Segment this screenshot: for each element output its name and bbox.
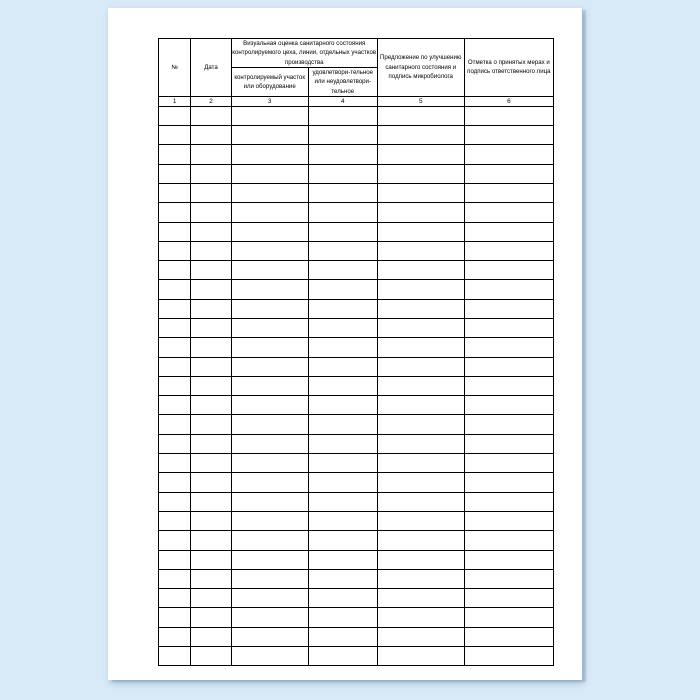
table-cell[interactable] bbox=[464, 126, 553, 145]
table-cell[interactable] bbox=[159, 203, 191, 222]
table-cell[interactable] bbox=[231, 241, 308, 260]
table-cell[interactable] bbox=[308, 434, 377, 453]
table-cell[interactable] bbox=[231, 550, 308, 569]
table-cell[interactable] bbox=[159, 299, 191, 318]
table-cell[interactable] bbox=[231, 126, 308, 145]
table-cell[interactable] bbox=[308, 357, 377, 376]
table-cell[interactable] bbox=[231, 203, 308, 222]
document-page bbox=[108, 8, 582, 680]
table-row[interactable] bbox=[159, 126, 554, 145]
table-cell[interactable] bbox=[191, 126, 231, 145]
table-cell[interactable] bbox=[377, 241, 464, 260]
table-cell[interactable] bbox=[464, 376, 553, 395]
table-row[interactable] bbox=[159, 589, 554, 608]
table-cell[interactable] bbox=[377, 511, 464, 530]
table-cell[interactable] bbox=[231, 492, 308, 511]
table-cell[interactable] bbox=[377, 550, 464, 569]
table-row[interactable] bbox=[159, 569, 554, 588]
table-cell[interactable] bbox=[377, 261, 464, 280]
table-row[interactable] bbox=[159, 531, 554, 550]
table-cell[interactable] bbox=[377, 473, 464, 492]
table-cell[interactable] bbox=[308, 415, 377, 434]
header-cell-date: Дата bbox=[191, 39, 231, 97]
table-cell[interactable] bbox=[191, 415, 231, 434]
table-cell[interactable] bbox=[464, 280, 553, 299]
table-cell[interactable] bbox=[159, 357, 191, 376]
table-row[interactable] bbox=[159, 183, 554, 202]
table-cell[interactable] bbox=[231, 338, 308, 357]
table-cell[interactable] bbox=[308, 627, 377, 646]
table-cell[interactable] bbox=[191, 396, 231, 415]
table-cell[interactable] bbox=[377, 357, 464, 376]
table-cell[interactable] bbox=[159, 261, 191, 280]
table-cell[interactable] bbox=[377, 647, 464, 666]
table-row[interactable] bbox=[159, 434, 554, 453]
table-cell[interactable] bbox=[231, 319, 308, 338]
table-cell[interactable] bbox=[191, 338, 231, 357]
table-cell[interactable] bbox=[159, 434, 191, 453]
table-cell[interactable] bbox=[191, 357, 231, 376]
table-cell[interactable] bbox=[308, 473, 377, 492]
table-cell[interactable] bbox=[308, 126, 377, 145]
table-cell[interactable] bbox=[159, 280, 191, 299]
column-number-5: 5 bbox=[377, 96, 464, 106]
table-cell[interactable] bbox=[191, 241, 231, 260]
table-cell[interactable] bbox=[231, 569, 308, 588]
table-cell[interactable] bbox=[231, 357, 308, 376]
column-number-4: 4 bbox=[308, 96, 377, 106]
table-row[interactable] bbox=[159, 241, 554, 260]
table-cell[interactable] bbox=[159, 492, 191, 511]
table-row[interactable] bbox=[159, 415, 554, 434]
table-cell[interactable] bbox=[231, 396, 308, 415]
header-cell-rating: удовлетвори-тельное или неудовлетвори-тельное bbox=[308, 68, 377, 96]
table-cell[interactable] bbox=[159, 396, 191, 415]
table-cell[interactable] bbox=[377, 338, 464, 357]
table-cell[interactable] bbox=[231, 531, 308, 550]
table-cell[interactable] bbox=[231, 106, 308, 125]
table-cell[interactable] bbox=[464, 608, 553, 627]
table-cell[interactable] bbox=[308, 569, 377, 588]
table-cell[interactable] bbox=[231, 261, 308, 280]
table-cell[interactable] bbox=[377, 145, 464, 164]
table-cell[interactable] bbox=[464, 106, 553, 125]
table-cell[interactable] bbox=[377, 608, 464, 627]
table-cell[interactable] bbox=[308, 338, 377, 357]
table-cell[interactable] bbox=[464, 261, 553, 280]
table-cell[interactable] bbox=[231, 511, 308, 530]
table-cell[interactable] bbox=[464, 531, 553, 550]
table-cell[interactable] bbox=[159, 454, 191, 473]
table-cell[interactable] bbox=[159, 415, 191, 434]
column-number-row bbox=[159, 96, 554, 106]
table-cell[interactable] bbox=[464, 357, 553, 376]
column-number-2: 2 bbox=[191, 96, 231, 106]
table-cell[interactable] bbox=[308, 531, 377, 550]
table-cell[interactable] bbox=[159, 569, 191, 588]
table-cell[interactable] bbox=[464, 627, 553, 646]
table-cell[interactable] bbox=[377, 454, 464, 473]
table-cell[interactable] bbox=[308, 222, 377, 241]
header-cell-visual-assessment: Визуальная оценка санитарного состояния контролируемого цеха, линии, отдельных участков производства bbox=[232, 40, 377, 66]
table-cell[interactable] bbox=[377, 396, 464, 415]
table-cell[interactable] bbox=[231, 376, 308, 395]
table-row[interactable] bbox=[159, 473, 554, 492]
table-cell[interactable] bbox=[231, 145, 308, 164]
table-cell[interactable] bbox=[464, 183, 553, 202]
table-cell[interactable] bbox=[231, 222, 308, 241]
table-cell[interactable] bbox=[464, 569, 553, 588]
table-row[interactable] bbox=[159, 106, 554, 125]
table-row[interactable] bbox=[159, 164, 554, 183]
table-cell[interactable] bbox=[464, 145, 553, 164]
table-cell[interactable] bbox=[191, 627, 231, 646]
table-cell[interactable] bbox=[308, 164, 377, 183]
table-cell[interactable] bbox=[308, 454, 377, 473]
table-cell[interactable] bbox=[231, 299, 308, 318]
table-cell[interactable] bbox=[377, 106, 464, 125]
table-cell[interactable] bbox=[191, 319, 231, 338]
table-row[interactable] bbox=[159, 299, 554, 318]
journal-sheet bbox=[158, 38, 554, 650]
table-row[interactable] bbox=[159, 261, 554, 280]
table-cell[interactable] bbox=[464, 647, 553, 666]
table-cell[interactable] bbox=[159, 126, 191, 145]
table-cell[interactable] bbox=[464, 434, 553, 453]
table-cell[interactable] bbox=[464, 396, 553, 415]
table-cell[interactable] bbox=[308, 647, 377, 666]
table-cell[interactable] bbox=[191, 569, 231, 588]
table-cell[interactable] bbox=[464, 589, 553, 608]
table-cell[interactable] bbox=[308, 319, 377, 338]
table-cell[interactable] bbox=[377, 222, 464, 241]
table-cell[interactable] bbox=[464, 164, 553, 183]
table-cell[interactable] bbox=[464, 415, 553, 434]
table-header-row bbox=[159, 39, 554, 68]
table-cell[interactable] bbox=[308, 241, 377, 260]
table-cell[interactable] bbox=[191, 434, 231, 453]
table-cell[interactable] bbox=[308, 376, 377, 395]
table-cell[interactable] bbox=[464, 299, 553, 318]
table-cell[interactable] bbox=[159, 627, 191, 646]
table-row[interactable] bbox=[159, 550, 554, 569]
table-cell[interactable] bbox=[377, 627, 464, 646]
table-cell[interactable] bbox=[191, 145, 231, 164]
table-cell[interactable] bbox=[308, 608, 377, 627]
table-cell[interactable] bbox=[159, 473, 191, 492]
table-cell[interactable] bbox=[308, 550, 377, 569]
header-cell-number: № bbox=[159, 39, 191, 97]
table-cell[interactable] bbox=[377, 415, 464, 434]
table-row[interactable] bbox=[159, 203, 554, 222]
table-row[interactable] bbox=[159, 627, 554, 646]
table-cell[interactable] bbox=[231, 473, 308, 492]
table-cell[interactable] bbox=[191, 454, 231, 473]
table-cell[interactable] bbox=[159, 338, 191, 357]
table-row[interactable] bbox=[159, 280, 554, 299]
table-cell[interactable] bbox=[191, 203, 231, 222]
table-cell[interactable] bbox=[464, 338, 553, 357]
table-cell[interactable] bbox=[377, 531, 464, 550]
column-number-1: 1 bbox=[159, 96, 191, 106]
table-cell[interactable] bbox=[464, 492, 553, 511]
table-cell[interactable] bbox=[464, 473, 553, 492]
table-cell[interactable] bbox=[377, 434, 464, 453]
table-cell[interactable] bbox=[377, 183, 464, 202]
column-number-6: 6 bbox=[464, 96, 553, 106]
table-cell[interactable] bbox=[191, 647, 231, 666]
table-cell[interactable] bbox=[464, 319, 553, 338]
table-data-body bbox=[159, 106, 554, 666]
table-cell[interactable] bbox=[159, 589, 191, 608]
header-cell-measures: Отметка о принятых мерах и подпись ответственного лица bbox=[464, 39, 553, 97]
table-cell[interactable] bbox=[377, 319, 464, 338]
table-cell[interactable] bbox=[308, 261, 377, 280]
table-cell[interactable] bbox=[159, 531, 191, 550]
table-cell[interactable] bbox=[159, 647, 191, 666]
table-cell[interactable] bbox=[231, 454, 308, 473]
table-cell[interactable] bbox=[231, 627, 308, 646]
table-cell[interactable] bbox=[191, 106, 231, 125]
table-cell[interactable] bbox=[159, 319, 191, 338]
table-row[interactable] bbox=[159, 608, 554, 627]
table-cell[interactable] bbox=[159, 241, 191, 260]
table-row[interactable] bbox=[159, 376, 554, 395]
table-cell[interactable] bbox=[308, 183, 377, 202]
table-cell[interactable] bbox=[191, 376, 231, 395]
table-cell[interactable] bbox=[308, 589, 377, 608]
table-cell[interactable] bbox=[191, 183, 231, 202]
table-cell[interactable] bbox=[464, 222, 553, 241]
table-cell[interactable] bbox=[308, 106, 377, 125]
table-cell[interactable] bbox=[308, 511, 377, 530]
table-cell[interactable] bbox=[377, 280, 464, 299]
table-cell[interactable] bbox=[159, 164, 191, 183]
table-cell[interactable] bbox=[377, 589, 464, 608]
table-cell[interactable] bbox=[191, 164, 231, 183]
table-cell[interactable] bbox=[191, 589, 231, 608]
table-cell[interactable] bbox=[159, 183, 191, 202]
table-cell[interactable] bbox=[159, 145, 191, 164]
table-cell[interactable] bbox=[191, 608, 231, 627]
table-row[interactable] bbox=[159, 396, 554, 415]
table-row[interactable] bbox=[159, 511, 554, 530]
table-cell[interactable] bbox=[308, 492, 377, 511]
table-row[interactable] bbox=[159, 338, 554, 357]
table-row[interactable] bbox=[159, 319, 554, 338]
table-cell[interactable] bbox=[231, 589, 308, 608]
table-cell[interactable] bbox=[464, 454, 553, 473]
table-cell[interactable] bbox=[464, 203, 553, 222]
table-cell[interactable] bbox=[159, 106, 191, 125]
table-cell[interactable] bbox=[377, 569, 464, 588]
table-cell[interactable] bbox=[377, 376, 464, 395]
table-cell[interactable] bbox=[308, 145, 377, 164]
table-cell[interactable] bbox=[191, 531, 231, 550]
table-cell[interactable] bbox=[159, 511, 191, 530]
table-cell[interactable] bbox=[464, 511, 553, 530]
table-cell[interactable] bbox=[231, 434, 308, 453]
table-cell[interactable] bbox=[159, 376, 191, 395]
table-cell[interactable] bbox=[191, 280, 231, 299]
table-cell[interactable] bbox=[191, 261, 231, 280]
table-cell[interactable] bbox=[231, 415, 308, 434]
table-row[interactable] bbox=[159, 357, 554, 376]
table-row[interactable] bbox=[159, 454, 554, 473]
table-cell[interactable] bbox=[191, 222, 231, 241]
table-cell[interactable] bbox=[231, 164, 308, 183]
table-cell[interactable] bbox=[191, 299, 231, 318]
table-cell[interactable] bbox=[159, 550, 191, 569]
table-cell[interactable] bbox=[231, 280, 308, 299]
table-cell[interactable] bbox=[377, 299, 464, 318]
table-row[interactable] bbox=[159, 145, 554, 164]
table-cell[interactable] bbox=[231, 183, 308, 202]
header-cell-controlled-area: контролируемый участок или оборудование bbox=[231, 68, 308, 96]
table-cell[interactable] bbox=[377, 164, 464, 183]
table-cell[interactable] bbox=[231, 608, 308, 627]
table-cell[interactable] bbox=[159, 222, 191, 241]
table-cell[interactable] bbox=[308, 203, 377, 222]
table-cell[interactable] bbox=[191, 511, 231, 530]
table-row[interactable] bbox=[159, 222, 554, 241]
table-cell[interactable] bbox=[377, 492, 464, 511]
table-cell[interactable] bbox=[159, 608, 191, 627]
table-cell[interactable] bbox=[464, 241, 553, 260]
table-cell[interactable] bbox=[191, 473, 231, 492]
table-cell[interactable] bbox=[231, 647, 308, 666]
table-cell[interactable] bbox=[308, 299, 377, 318]
journal-table bbox=[158, 38, 554, 666]
table-cell[interactable] bbox=[308, 280, 377, 299]
table-cell[interactable] bbox=[377, 203, 464, 222]
table-cell[interactable] bbox=[308, 396, 377, 415]
table-cell[interactable] bbox=[191, 550, 231, 569]
table-row[interactable] bbox=[159, 492, 554, 511]
column-number-3: 3 bbox=[231, 96, 308, 106]
table-cell[interactable] bbox=[377, 126, 464, 145]
table-cell[interactable] bbox=[191, 492, 231, 511]
table-cell[interactable] bbox=[464, 550, 553, 569]
table-row[interactable] bbox=[159, 647, 554, 666]
header-cell-proposal: Предложение по улучшению санитарного состояния и подпись микробиолога bbox=[377, 39, 464, 97]
